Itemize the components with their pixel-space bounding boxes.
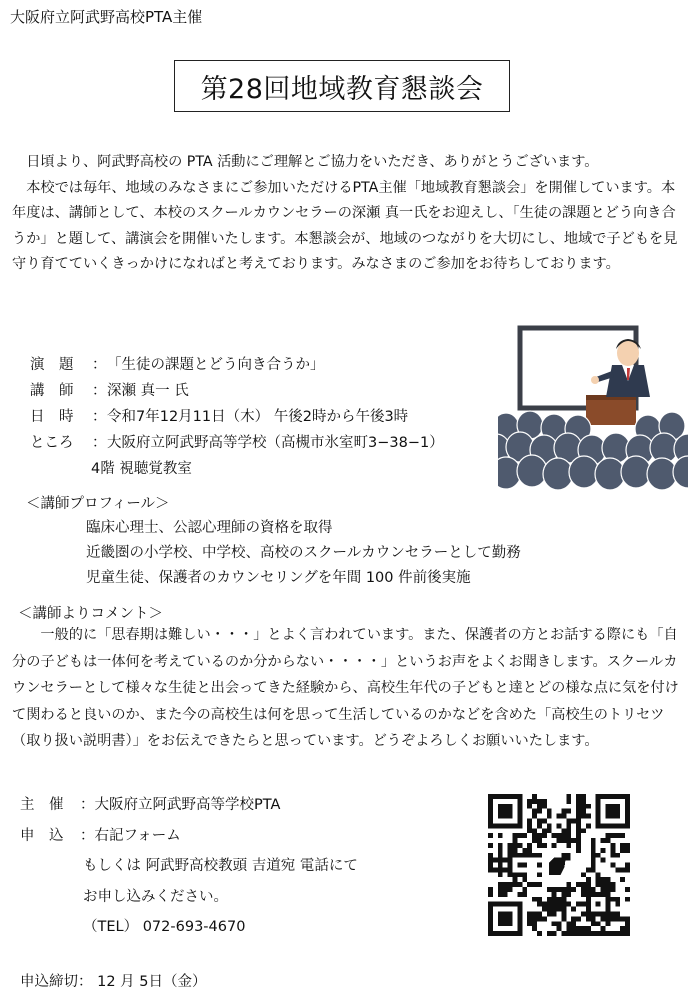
datetime-value: 令和7年12月11日（木） 午後2時から午後3時 [107, 409, 409, 425]
host-row [20, 790, 358, 821]
qr-code[interactable] [488, 794, 630, 936]
event-details [30, 352, 444, 482]
profile-item: 近畿圏の小学校、中学校、高校のスクールカウンセラーとして勤務 [86, 545, 521, 561]
speaker-value: 深瀬 真一 氏 [107, 383, 189, 399]
intro-paragraph-2: 本校では毎年、地域のみなさまにご参加いただけるPTA主催「地域教育懇談会」を開催しています。本年度は、講師として、本校のスクールカウンセラーの深瀬 真一氏をお迎えし、「生徒の課題とどう向き合うか」と題して、講演会を開催いたします。本懇談会が、地域のつながりを大切にし、地域で子どもを見守り育てていくきっかけになればと考えております。みなさまのご参加をお待ちしております。 [12, 179, 678, 272]
apply-row [20, 821, 358, 852]
detail-datetime [30, 404, 444, 430]
application-info [20, 790, 358, 943]
separator: ： [80, 797, 95, 813]
place-label: ところ [30, 435, 74, 451]
apply-value: 右記フォーム [94, 827, 181, 844]
intro-paragraph-1: 日頃より、阿武野高校の PTA 活動にご理解とご協力をいただき、ありがとうございます。 [26, 154, 599, 170]
lecture-illustration [498, 325, 688, 490]
profile-list [86, 516, 521, 591]
separator: ： [92, 435, 107, 451]
separator: ： [92, 409, 107, 425]
comment-heading: ＜講師よりコメント＞ [18, 606, 163, 622]
speaker-label: 講 師 [30, 383, 74, 399]
separator: ： [92, 357, 107, 373]
profile-item: 児童生徒、保護者のカウンセリングを年間 100 件前後実施 [86, 570, 471, 586]
datetime-label: 日 時 [30, 409, 74, 425]
comment-body: 一般的に「思春期は難しい・・・」とよく言われています。また、保護者の方とお話する際にも「自分の子どもは一体何を考えているのか分からない・・・・」というお声をよくお聞きします。スクールカウンセラーとして様々な生徒と出会ってきた経験から、高校生年代の子どもと達とどの様な点に気を付けて関わると良いのか、また今の高校生は何を思って生活しているのかなどを含めた「高校生のトリセツ（取り扱い説明書）」をお伝えできたらと思っています。どうぞよろしくお願いいたします。 [12, 627, 679, 749]
host-value: 大阪府立阿武野高等学校PTA [94, 797, 281, 813]
separator: ： [92, 383, 107, 399]
detail-speaker [30, 378, 444, 404]
dinosaur-icon [542, 848, 576, 882]
apply-label: 申 込 [20, 827, 64, 844]
organizer-line: 大阪府立阿武野高校PTA主催 [10, 8, 203, 26]
place-value: 大阪府立阿武野高等学校（高槻市氷室町3−38−1） [107, 435, 444, 451]
separator: ： [80, 827, 95, 844]
profile-heading: ＜講師プロフィール＞ [26, 496, 170, 512]
profile-item: 臨床心理士、公認心理師の資格を取得 [86, 520, 333, 536]
detail-topic [30, 352, 444, 378]
apply-line-3: お申し込みください。 [83, 888, 228, 905]
apply-line-2: もしくは 阿武野高校教頭 吉道宛 電話にて [83, 858, 358, 874]
place-value-room: 4階 視聴覚教室 [91, 461, 192, 477]
tel-number[interactable]: （TEL） 072-693-4670 [83, 919, 246, 935]
page-title: 第28回地域教育懇談会 [200, 73, 484, 105]
intro-text [12, 150, 688, 278]
deadline-text: 申込締切： 12 月 5日（金） [20, 974, 207, 990]
comment-text [12, 622, 688, 755]
topic-label: 演 題 [30, 357, 74, 373]
title-box [174, 60, 510, 112]
host-label: 主 催 [20, 797, 64, 813]
detail-place [30, 430, 444, 456]
topic-value: 「生徒の課題とどう向き合うか」 [107, 357, 325, 373]
